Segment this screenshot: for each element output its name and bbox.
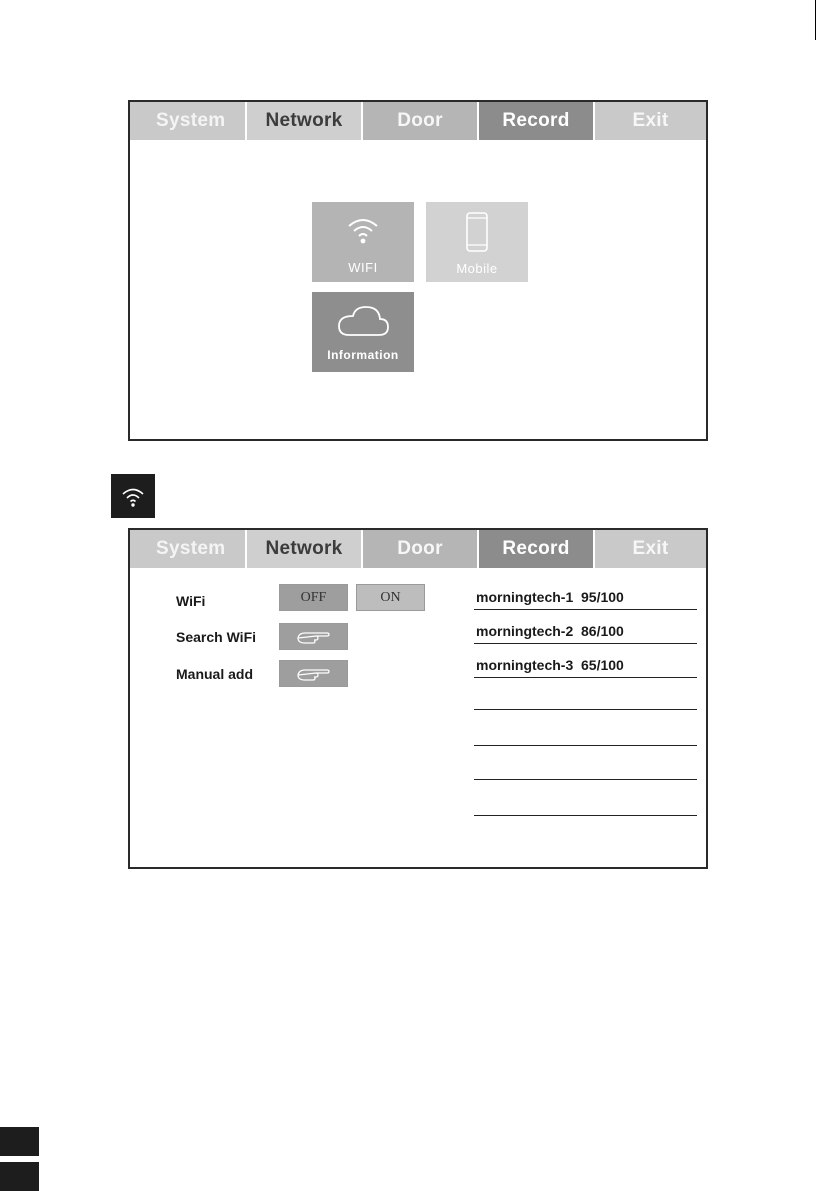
network-list-item[interactable] [474, 580, 697, 610]
pointing-hand-icon [296, 629, 332, 645]
network-entry: morningtech-3 65/100 [476, 657, 624, 673]
wifi-badge-icon [111, 474, 155, 518]
search-wifi-button[interactable] [279, 623, 348, 650]
pointing-hand-icon [296, 666, 332, 682]
page-corner-block [0, 1162, 39, 1191]
network-menu-screen [128, 100, 708, 441]
network-list-item[interactable] [474, 716, 697, 746]
network-entry: morningtech-1 95/100 [476, 589, 624, 605]
tab-door[interactable]: Door [363, 102, 477, 140]
manual-add-button[interactable] [279, 660, 348, 687]
information-tile-label: Information [327, 348, 399, 362]
mobile-tile-label: Mobile [456, 261, 498, 276]
tab-record[interactable]: Record [479, 530, 593, 568]
wifi-icon [120, 484, 146, 508]
wifi-tile-label: WIFI [348, 260, 378, 275]
wifi-settings-screen [128, 528, 708, 869]
tab-system[interactable]: System [130, 102, 245, 140]
tab-bar [130, 102, 706, 140]
information-tile[interactable] [312, 292, 414, 372]
page-corner-line [815, 0, 816, 40]
tab-network[interactable]: Network [247, 102, 361, 140]
network-list-item[interactable] [474, 648, 697, 678]
wifi-off-button[interactable]: OFF [279, 584, 348, 611]
network-list-item[interactable] [474, 786, 697, 816]
network-list-item[interactable] [474, 680, 697, 710]
wifi-icon [345, 212, 381, 246]
tab-bar [130, 530, 706, 568]
network-entry: morningtech-2 86/100 [476, 623, 624, 639]
tab-record[interactable]: Record [479, 102, 593, 140]
wifi-toggle-label: WiFi [176, 593, 206, 609]
search-wifi-label: Search WiFi [176, 629, 257, 645]
mobile-phone-icon [465, 212, 489, 252]
tab-system[interactable]: System [130, 530, 245, 568]
cloud-icon [335, 302, 391, 338]
network-list-item[interactable] [474, 750, 697, 780]
tab-door[interactable]: Door [363, 530, 477, 568]
tab-exit[interactable]: Exit [595, 530, 706, 568]
tab-exit[interactable]: Exit [595, 102, 706, 140]
manual-add-label: Manual add [176, 666, 254, 682]
page-corner-block [0, 1127, 39, 1156]
mobile-tile[interactable] [426, 202, 528, 282]
wifi-on-button[interactable]: ON [356, 584, 425, 611]
network-list-item[interactable] [474, 614, 697, 644]
wifi-tile[interactable] [312, 202, 414, 282]
tab-network[interactable]: Network [247, 530, 361, 568]
